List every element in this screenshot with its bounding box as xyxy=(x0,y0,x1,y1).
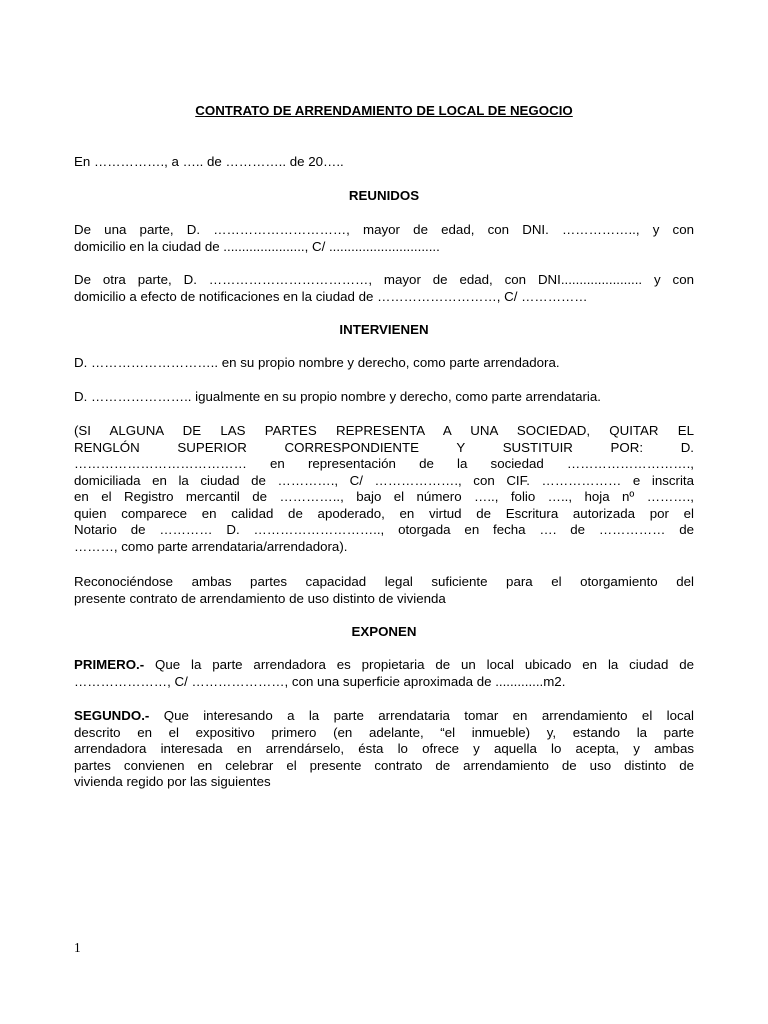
exponen-segundo xyxy=(74,708,694,791)
text-line: …………………, C/ …………………, con una superficie aproximada de .............m2. xyxy=(74,673,566,689)
text-line: (SI ALGUNA DE LAS PARTES REPRESENTA A UNA SOCIEDAD, QUITAR EL xyxy=(74,423,694,438)
exponen-primero xyxy=(74,657,694,690)
intervienen-paragraph-4 xyxy=(74,574,694,607)
intervienen-paragraph-2: D. ………………….. igualmente en su propio nombre y derecho, como parte arrendataria. xyxy=(74,389,601,404)
text-line: Reconociéndose ambas partes capacidad legal suficiente para el otorgamiento del xyxy=(74,574,694,589)
text-line: De una parte, D. …………………………, mayor de edad, con DNI. …………….., y con xyxy=(74,222,694,237)
text-line xyxy=(74,657,694,674)
date-line: En ……………., a ….. de ………….. de 20….. xyxy=(74,154,344,169)
text-line: quien comparece en calidad de apoderado, en virtud de Escritura autorizada por el xyxy=(74,505,694,521)
reunidos-paragraph-1 xyxy=(74,222,694,255)
heading-intervienen: INTERVIENEN xyxy=(339,322,429,337)
text-line: descrito en el expositivo primero (en adelante, “el inmueble) y, estando la parte xyxy=(74,724,694,740)
text-line: presente contrato de arrendamiento de uso distinto de vivienda xyxy=(74,590,446,606)
document-title: CONTRATO DE ARRENDAMIENTO DE LOCAL DE NEGOCIO xyxy=(195,103,573,118)
text-line: arrendadora interesada en arrendárselo, ésta lo ofrece y aquella lo acepta, y ambas xyxy=(74,741,694,756)
intervienen-paragraph-1: D. ……………………….. en su propio nombre y derecho, como parte arrendadora. xyxy=(74,355,560,370)
text-line xyxy=(74,708,694,725)
heading-exponen: EXPONEN xyxy=(351,624,417,639)
text-line: De otra parte, D. ………………………………, mayor de edad, con DNI...................... y con xyxy=(74,272,694,287)
heading-reunidos: REUNIDOS xyxy=(348,188,420,203)
page-number: 1 xyxy=(74,940,81,955)
text-line: vivienda regido por las siguientes xyxy=(74,774,271,789)
reunidos-paragraph-2 xyxy=(74,272,694,305)
text-line: ………………………………… en representación de la sociedad ………………………., xyxy=(74,456,694,471)
clause-lead: SEGUNDO.- xyxy=(74,708,150,723)
text-line: domiciliada en la ciudad de …………., C/ ………………., con CIF. ……………… e inscrita xyxy=(74,472,694,488)
text-line: domicilio en la ciudad de ......................, C/ .............................. xyxy=(74,238,440,254)
text-line: en el Registro mercantil de ………….., bajo el número ….., folio ….., hoja nº ………., xyxy=(74,489,694,504)
text-line: domicilio a efecto de notificaciones en la ciudad de ………………………, C/ …………… xyxy=(74,288,588,304)
clause-text: Que la parte arrendadora es propietaria de un local ubicado en la ciudad de xyxy=(144,657,694,672)
text-line: RENGLÓN SUPERIOR CORRESPONDIENTE Y SUSTITUIR POR: D. xyxy=(74,439,694,455)
clause-lead: PRIMERO.- xyxy=(74,657,145,672)
text-line: partes convienen en celebrar el presente contrato de arrendamiento de uso distinto de xyxy=(74,757,694,773)
text-line: ………, como parte arrendataria/arrendadora). xyxy=(74,538,348,554)
text-line: Notario de ………… D. ……………………….., otorgada en fecha …. de …………… de xyxy=(74,522,694,537)
intervienen-paragraph-3 xyxy=(74,423,694,555)
clause-text: Que interesando a la parte arrendataria tomar en arrendamiento el local xyxy=(149,708,694,723)
